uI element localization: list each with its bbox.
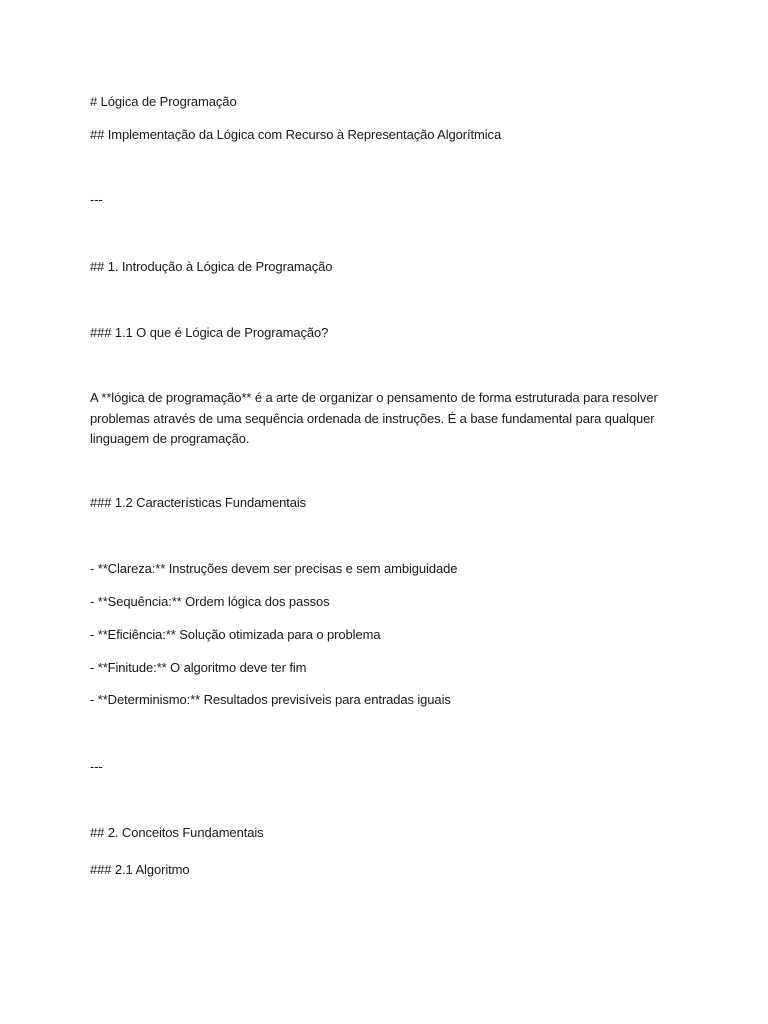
bullet-eficiencia: - **Eficiência:** Solução otimizada para o problema xyxy=(90,627,381,642)
separator-2: --- xyxy=(90,759,103,774)
separator-1: --- xyxy=(90,192,103,207)
paragraph-1-1: A **lógica de programação** é a arte de organizar o pensamento de forma estruturada para resolver problemas através de uma sequência ordenada de instruções. É a base fundamental para qualquer linguagem de programação. xyxy=(90,390,658,446)
document-subtitle: ## Implementação da Lógica com Recurso à Representação Algorítmica xyxy=(90,127,502,142)
document-title: # Lógica de Programação xyxy=(90,94,237,109)
bullet-determinismo: - **Determinismo:** Resultados previsíveis para entradas iguais xyxy=(90,692,451,707)
section-1-heading: ## 1. Introdução à Lógica de Programação xyxy=(90,259,333,274)
subsection-1-1-heading: ### 1.1 O que é Lógica de Programação? xyxy=(90,325,329,340)
section-2-heading: ## 2. Conceitos Fundamentais xyxy=(90,825,264,840)
subsection-2-1-heading: ### 2.1 Algoritmo xyxy=(90,862,190,877)
subsection-1-2-heading: ### 1.2 Características Fundamentais xyxy=(90,495,307,510)
bullet-sequencia: - **Sequência:** Ordem lógica dos passos xyxy=(90,594,330,609)
bullet-clareza: - **Clareza:** Instruções devem ser precisas e sem ambiguidade xyxy=(90,561,458,576)
bullet-finitude: - **Finitude:** O algoritmo deve ter fim xyxy=(90,660,307,675)
